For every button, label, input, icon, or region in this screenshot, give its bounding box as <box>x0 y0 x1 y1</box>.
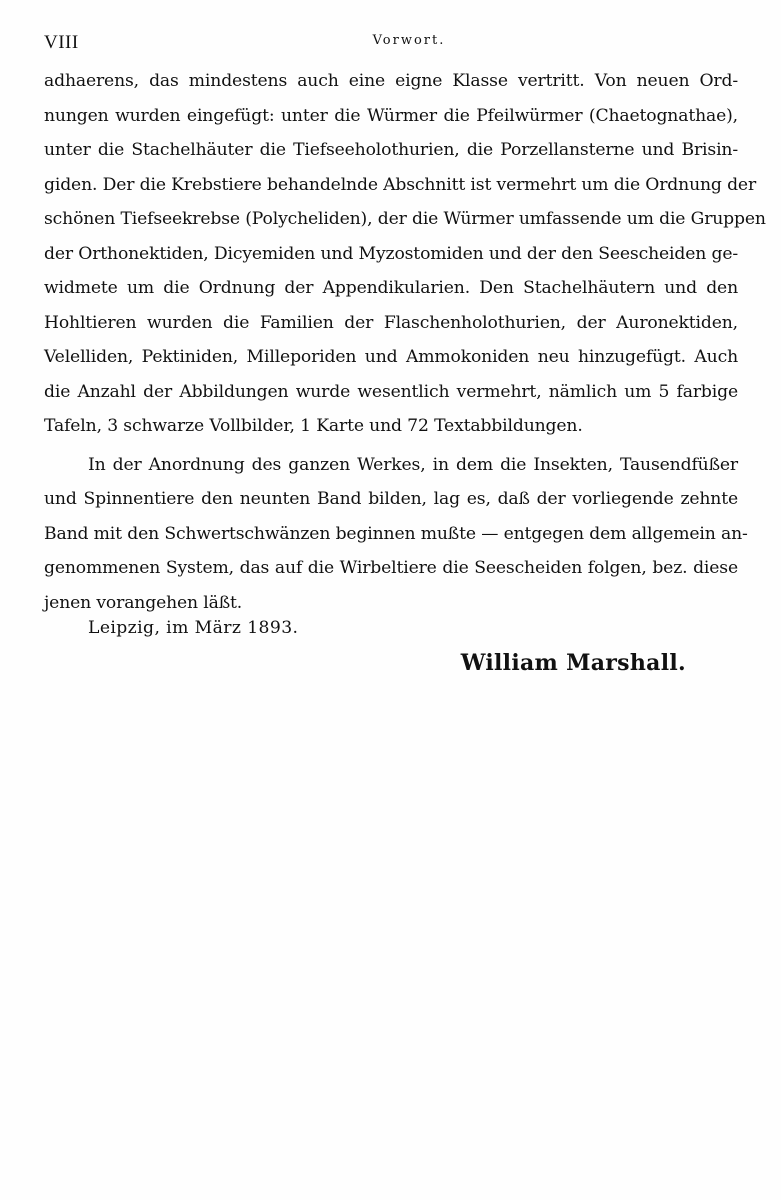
text-line: Band mit den Schwertschwänzen beginnen mußte — entgegen dem allgemein an- <box>44 523 748 544</box>
text-line: schönen Tiefseekrebse (Polycheliden), der die Würmer umfassende um die Gruppen <box>44 209 766 229</box>
text-line: Velelliden, Pektiniden, Milleporiden und Ammokoniden neu hinzugefügt. Auch <box>44 347 738 367</box>
running-header <box>44 32 744 56</box>
page-number: VIII <box>44 32 79 53</box>
text-line: Hohltieren wurden die Familien der Flaschenholothurien, der Auronektiden, <box>44 312 738 333</box>
text-line: nungen wurden eingefügt: unter die Würmer die Pfeilwürmer (Chaetognathae), <box>44 105 738 126</box>
text-line: widmete um die Ordnung der Appendikularien. Den Stachelhäutern und den <box>44 278 738 298</box>
text-line: unter die Stachelhäuter die Tiefseeholothurien, die Porzellansterne und Brisin- <box>44 140 738 160</box>
text-line: die Anzahl der Abbildungen wurde wesentlich vermehrt, nämlich um 5 farbige <box>44 381 738 402</box>
place-date: Leipzig, im März 1893. <box>88 618 299 638</box>
running-title: Vorwort. <box>372 33 446 48</box>
text-line: In der Anordnung des ganzen Werkes, in dem die Insekten, Tausendfüßer <box>88 454 738 475</box>
body-text <box>44 64 766 620</box>
text-line: giden. Der die Krebstiere behandelnde Abschnitt ist vermehrt um die Ordnung der <box>44 174 757 195</box>
text-line: Tafeln, 3 schwarze Vollbilder, 1 Karte und 72 Textabbildungen. <box>44 416 583 436</box>
text-line: der Orthonektiden, Dicyemiden und Myzostomiden und der den Seescheiden ge- <box>44 243 738 264</box>
text-line: und Spinnentiere den neunten Band bilden, lag es, daß der vorliegende zehnte <box>44 489 738 509</box>
text-line: genommenen System, das auf die Wirbeltiere die Seescheiden folgen, bez. diese <box>44 558 738 578</box>
paragraph-1 <box>44 64 766 444</box>
paragraph-2 <box>44 448 748 621</box>
signature: William Marshall. <box>460 650 686 676</box>
text-line: adhaerens, das mindestens auch eine eigne Klasse vertritt. Von neuen Ord- <box>44 71 738 91</box>
text-line: jenen vorangehen läßt. <box>44 592 243 613</box>
